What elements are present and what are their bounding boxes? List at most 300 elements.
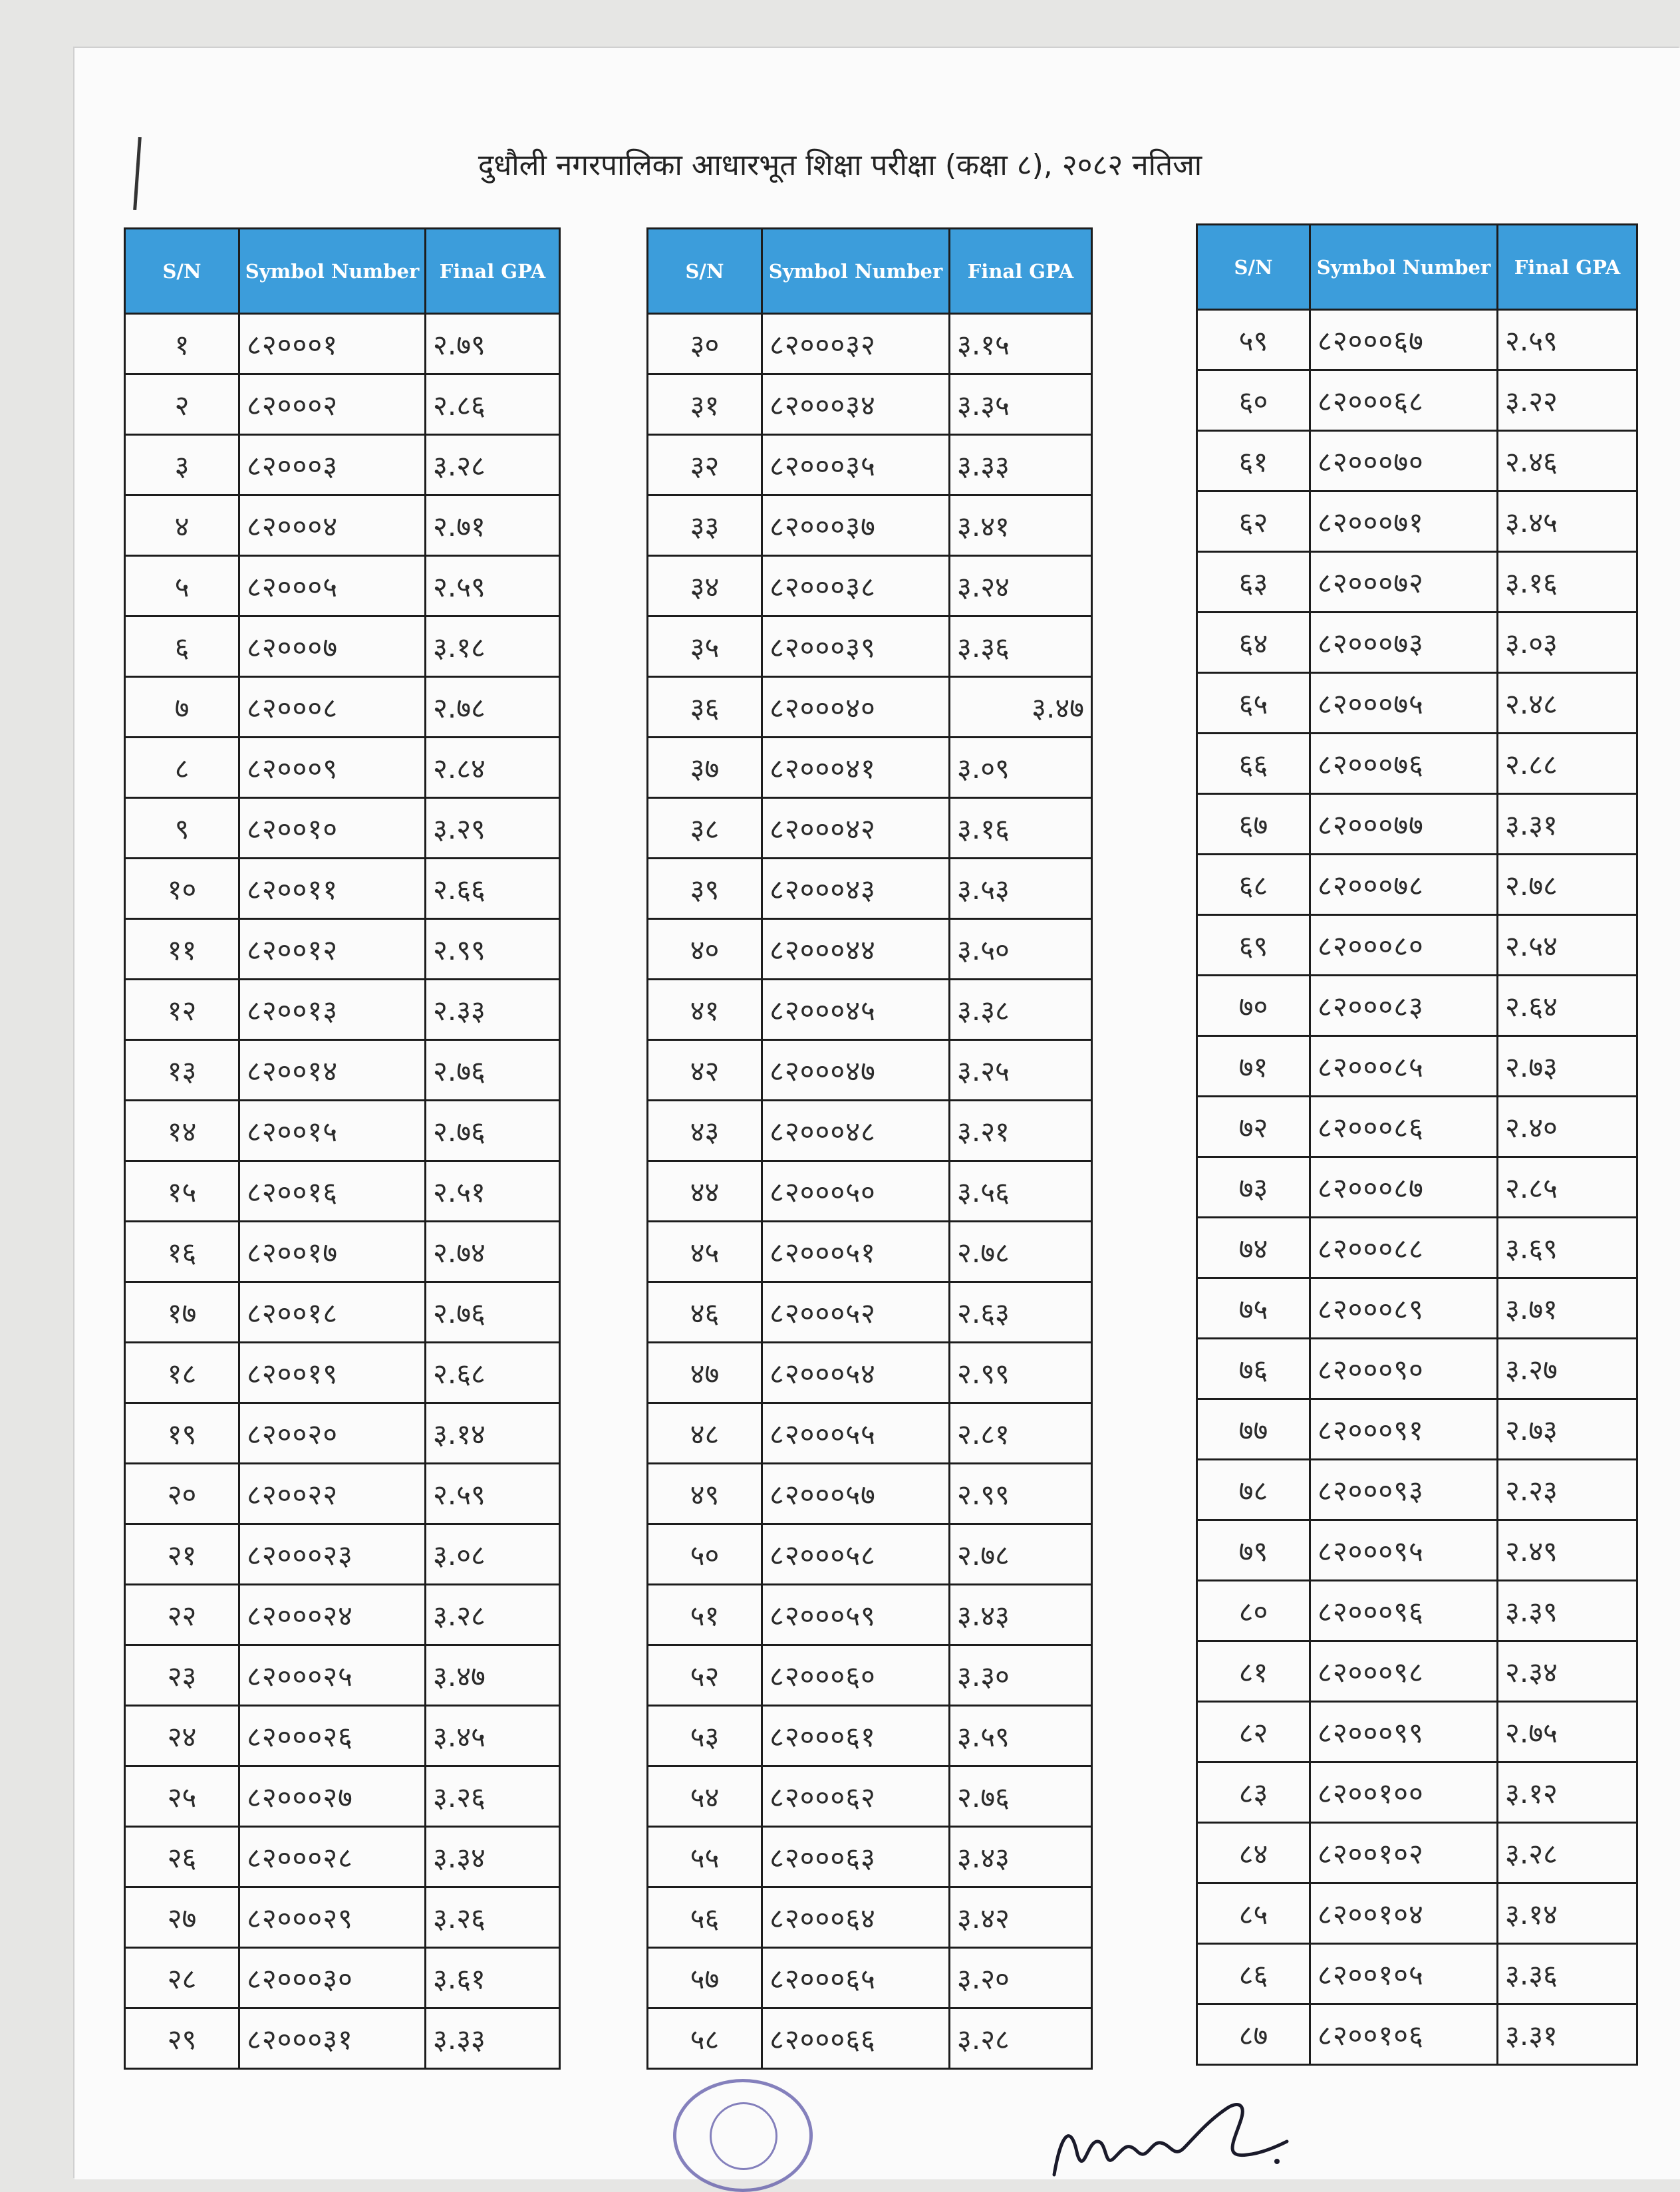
symbol-number-cell: ८२०००६७ [1310, 310, 1498, 370]
seal-emblem-icon [710, 2102, 777, 2170]
table-row [125, 1343, 560, 1403]
final-gpa-cell: ३.३६ [1498, 1944, 1637, 2004]
table-row [648, 1282, 1092, 1343]
symbol-number-cell: ८२०००२५ [239, 1645, 426, 1706]
serial-number-cell: २८ [125, 1948, 239, 2008]
table-row [648, 2008, 1092, 2069]
symbol-number-cell: ८२०००२९ [239, 1887, 426, 1948]
serial-number-cell: ५३ [648, 1706, 762, 1766]
table-row [125, 1161, 560, 1222]
table-row [1197, 1883, 1637, 1944]
serial-number-cell: ३२ [648, 435, 762, 495]
symbol-number-cell: ८२००१८ [239, 1282, 426, 1343]
symbol-number-cell: ८२०००६१ [762, 1706, 950, 1766]
table-row [125, 556, 560, 616]
table-row [648, 314, 1092, 374]
final-gpa-cell: २.७८ [950, 1222, 1092, 1282]
serial-number-cell: २२ [125, 1585, 239, 1645]
final-gpa-cell: ३.३० [950, 1645, 1092, 1706]
symbol-number-cell: ८२००१०६ [1310, 2004, 1498, 2065]
symbol-number-cell: ८२०००८७ [1310, 1157, 1498, 1218]
final-gpa-cell: ३.३८ [950, 980, 1092, 1040]
symbol-number-cell: ८२०००७० [1310, 431, 1498, 491]
serial-number-cell: ४८ [648, 1403, 762, 1464]
final-gpa-cell: ३.५६ [950, 1161, 1092, 1222]
serial-number-cell: ८६ [1197, 1944, 1310, 2004]
symbol-number-cell: ८२०००९३ [1310, 1460, 1498, 1520]
table-row [648, 435, 1092, 495]
symbol-number-cell: ८२०००९६ [1310, 1581, 1498, 1641]
final-gpa-cell: ३.२७ [1498, 1339, 1637, 1399]
table-row [1197, 370, 1637, 431]
final-gpa-cell: ३.२४ [950, 556, 1092, 616]
symbol-number-cell: ८२०००८८ [1310, 1218, 1498, 1278]
serial-number-cell: ५८ [648, 2008, 762, 2069]
serial-number-cell: ६० [1197, 370, 1310, 431]
serial-number-cell: २९ [125, 2008, 239, 2069]
symbol-number-cell: ८२०००९० [1310, 1339, 1498, 1399]
symbol-number-cell: ८२०००२ [239, 374, 426, 435]
symbol-number-cell: ८२०००५९ [762, 1585, 950, 1645]
symbol-number-cell: ८२०००२७ [239, 1766, 426, 1827]
final-gpa-cell: २.४६ [1498, 431, 1637, 491]
serial-number-cell: ६९ [1197, 915, 1310, 976]
table-row [648, 1343, 1092, 1403]
final-gpa-cell: ३.१४ [1498, 1883, 1637, 1944]
symbol-number-cell: ८२०००४५ [762, 980, 950, 1040]
serial-number-cell: २१ [125, 1524, 239, 1585]
symbol-number-cell: ८२००१० [239, 798, 426, 859]
table-row [125, 1887, 560, 1948]
final-gpa-cell: २.७६ [426, 1101, 560, 1161]
table-row [648, 798, 1092, 859]
final-gpa-cell: २.८६ [426, 374, 560, 435]
symbol-number-cell: ८२०००१ [239, 314, 426, 374]
table-row [125, 1101, 560, 1161]
table-row [125, 1524, 560, 1585]
header-final-gpa: Final GPA [1498, 225, 1637, 310]
symbol-number-cell: ८२०००५२ [762, 1282, 950, 1343]
serial-number-cell: ६१ [1197, 431, 1310, 491]
final-gpa-cell: ३.३३ [426, 2008, 560, 2069]
results-table-2 [646, 227, 1093, 2070]
table-row [1197, 2004, 1637, 2065]
table-row [648, 1161, 1092, 1222]
table-row [648, 1887, 1092, 1948]
final-gpa-cell: २.७८ [1498, 855, 1637, 915]
final-gpa-cell: २.७६ [426, 1282, 560, 1343]
final-gpa-cell: ३.४७ [426, 1645, 560, 1706]
serial-number-cell: ४२ [648, 1040, 762, 1101]
symbol-number-cell: ८२०००३७ [762, 495, 950, 556]
symbol-number-cell: ८२००१३ [239, 980, 426, 1040]
final-gpa-cell: ३.१५ [950, 314, 1092, 374]
final-gpa-cell: २.७१ [426, 495, 560, 556]
serial-number-cell: ५१ [648, 1585, 762, 1645]
final-gpa-cell: ३.४५ [426, 1706, 560, 1766]
serial-number-cell: ५४ [648, 1766, 762, 1827]
symbol-number-cell: ८२००१०२ [1310, 1823, 1498, 1883]
serial-number-cell: २६ [125, 1827, 239, 1887]
table-row [648, 556, 1092, 616]
symbol-number-cell: ८२००१४ [239, 1040, 426, 1101]
header-sn: S/N [1197, 225, 1310, 310]
table-row [648, 738, 1092, 798]
serial-number-cell: २५ [125, 1766, 239, 1827]
final-gpa-cell: ३.६९ [1498, 1218, 1637, 1278]
table-header-row [648, 229, 1092, 314]
table-header-row [1197, 225, 1637, 310]
serial-number-cell: ८७ [1197, 2004, 1310, 2065]
serial-number-cell: १८ [125, 1343, 239, 1403]
symbol-number-cell: ८२००२२ [239, 1464, 426, 1524]
table-row [648, 616, 1092, 677]
symbol-number-cell: ८२०००४७ [762, 1040, 950, 1101]
serial-number-cell: ५५ [648, 1827, 762, 1887]
symbol-number-cell: ८२०००४४ [762, 919, 950, 980]
serial-number-cell: ७४ [1197, 1218, 1310, 1278]
symbol-number-cell: ८२०००६० [762, 1645, 950, 1706]
serial-number-cell: १० [125, 859, 239, 919]
serial-number-cell: ५० [648, 1524, 762, 1585]
serial-number-cell: ३ [125, 435, 239, 495]
serial-number-cell: ६ [125, 616, 239, 677]
serial-number-cell: ६८ [1197, 855, 1310, 915]
symbol-number-cell: ८२०००२६ [239, 1706, 426, 1766]
table-row [1197, 734, 1637, 794]
final-gpa-cell: २.७४ [426, 1222, 560, 1282]
final-gpa-cell: २.५४ [1498, 915, 1637, 976]
table-row [125, 798, 560, 859]
final-gpa-cell: २.७३ [1498, 1399, 1637, 1460]
final-gpa-cell: ३.७१ [1498, 1278, 1637, 1339]
final-gpa-cell: २.६३ [950, 1282, 1092, 1343]
symbol-number-cell: ८२००१०४ [1310, 1883, 1498, 1944]
symbol-number-cell: ८२००२० [239, 1403, 426, 1464]
table-row [1197, 1036, 1637, 1097]
symbol-number-cell: ८२०००७३ [1310, 613, 1498, 673]
serial-number-cell: ३९ [648, 859, 762, 919]
header-sn: S/N [125, 229, 239, 314]
final-gpa-cell: २.२३ [1498, 1460, 1637, 1520]
table-row [1197, 1581, 1637, 1641]
table-row [1197, 613, 1637, 673]
serial-number-cell: ३७ [648, 738, 762, 798]
serial-number-cell: ७१ [1197, 1036, 1310, 1097]
final-gpa-cell: २.५९ [426, 556, 560, 616]
final-gpa-cell: ३.२० [950, 1948, 1092, 2008]
serial-number-cell: ५२ [648, 1645, 762, 1706]
final-gpa-cell: ३.१६ [1498, 552, 1637, 613]
table-row [648, 980, 1092, 1040]
final-gpa-cell: ३.२५ [950, 1040, 1092, 1101]
symbol-number-cell: ८२०००२४ [239, 1585, 426, 1645]
final-gpa-cell: ३.४७ [950, 677, 1092, 738]
serial-number-cell: ४३ [648, 1101, 762, 1161]
serial-number-cell: ६२ [1197, 491, 1310, 552]
serial-number-cell: ७० [1197, 976, 1310, 1036]
table-row [648, 1464, 1092, 1524]
final-gpa-cell: ३.५९ [950, 1706, 1092, 1766]
table-row [1197, 673, 1637, 734]
symbol-number-cell: ८२०००८६ [1310, 1097, 1498, 1157]
serial-number-cell: १५ [125, 1161, 239, 1222]
serial-number-cell: ६४ [1197, 613, 1310, 673]
final-gpa-cell: २.७६ [950, 1766, 1092, 1827]
final-gpa-cell: २.८५ [1498, 1157, 1637, 1218]
table-row [1197, 491, 1637, 552]
final-gpa-cell: ३.२६ [426, 1887, 560, 1948]
final-gpa-cell: ३.२८ [426, 435, 560, 495]
symbol-number-cell: ८२०००५ [239, 556, 426, 616]
final-gpa-cell: २.९९ [426, 919, 560, 980]
serial-number-cell: ७२ [1197, 1097, 1310, 1157]
table-row [125, 859, 560, 919]
symbol-number-cell: ८२०००५५ [762, 1403, 950, 1464]
final-gpa-cell: २.६६ [426, 859, 560, 919]
serial-number-cell: ४५ [648, 1222, 762, 1282]
table-row [125, 1827, 560, 1887]
symbol-number-cell: ८२०००८ [239, 677, 426, 738]
symbol-number-cell: ८२००१२ [239, 919, 426, 980]
serial-number-cell: ५६ [648, 1887, 762, 1948]
symbol-number-cell: ८२०००३५ [762, 435, 950, 495]
table-row [125, 374, 560, 435]
final-gpa-cell: २.८४ [426, 738, 560, 798]
final-gpa-cell: २.७९ [426, 314, 560, 374]
serial-number-cell: ११ [125, 919, 239, 980]
table-row [1197, 1278, 1637, 1339]
symbol-number-cell: ८२०००८० [1310, 915, 1498, 976]
symbol-number-cell: ८२०००७ [239, 616, 426, 677]
symbol-number-cell: ८२०००९१ [1310, 1399, 1498, 1460]
table-header-row [125, 229, 560, 314]
symbol-number-cell: ८२०००९८ [1310, 1641, 1498, 1702]
serial-number-cell: १४ [125, 1101, 239, 1161]
serial-number-cell: ७६ [1197, 1339, 1310, 1399]
symbol-number-cell: ८२०००२८ [239, 1827, 426, 1887]
serial-number-cell: १६ [125, 1222, 239, 1282]
symbol-number-cell: ८२०००७५ [1310, 673, 1498, 734]
symbol-number-cell: ८२००१७ [239, 1222, 426, 1282]
handwritten-signature [1048, 2095, 1300, 2179]
serial-number-cell: ४४ [648, 1161, 762, 1222]
symbol-number-cell: ८२०००६४ [762, 1887, 950, 1948]
serial-number-cell: ७८ [1197, 1460, 1310, 1520]
serial-number-cell: २३ [125, 1645, 239, 1706]
table-row [1197, 1762, 1637, 1823]
symbol-number-cell: ८२०००५१ [762, 1222, 950, 1282]
final-gpa-cell: ३.१४ [426, 1403, 560, 1464]
table-row [1197, 794, 1637, 855]
table-row [648, 495, 1092, 556]
symbol-number-cell: ८२०००५७ [762, 1464, 950, 1524]
serial-number-cell: १३ [125, 1040, 239, 1101]
serial-number-cell: ५७ [648, 1948, 762, 2008]
serial-number-cell: ३८ [648, 798, 762, 859]
table-row [648, 1524, 1092, 1585]
table-row [1197, 1520, 1637, 1581]
symbol-number-cell: ८२०००६५ [762, 1948, 950, 2008]
header-symbol-number: Symbol Number [239, 229, 426, 314]
serial-number-cell: ९ [125, 798, 239, 859]
symbol-number-cell: ८२०००४ [239, 495, 426, 556]
table-row [648, 919, 1092, 980]
symbol-number-cell: ८२००१५ [239, 1101, 426, 1161]
serial-number-cell: ७५ [1197, 1278, 1310, 1339]
table-row [125, 1040, 560, 1101]
symbol-number-cell: ८२०००९९ [1310, 1702, 1498, 1762]
table-row [1197, 431, 1637, 491]
final-gpa-cell: २.६४ [1498, 976, 1637, 1036]
final-gpa-cell: ३.३३ [950, 435, 1092, 495]
final-gpa-cell: ३.१८ [426, 616, 560, 677]
symbol-number-cell: ८२०००३१ [239, 2008, 426, 2069]
final-gpa-cell: ३.६१ [426, 1948, 560, 2008]
final-gpa-cell: २.५९ [426, 1464, 560, 1524]
serial-number-cell: १ [125, 314, 239, 374]
table-row [1197, 855, 1637, 915]
symbol-number-cell: ८२०००६२ [762, 1766, 950, 1827]
table-row [648, 1101, 1092, 1161]
table-row [125, 1948, 560, 2008]
table-row [125, 1222, 560, 1282]
serial-number-cell: ४९ [648, 1464, 762, 1524]
final-gpa-cell: २.६८ [426, 1343, 560, 1403]
serial-number-cell: १२ [125, 980, 239, 1040]
serial-number-cell: ३० [648, 314, 762, 374]
final-gpa-cell: ३.२६ [426, 1766, 560, 1827]
table-row [1197, 310, 1637, 370]
final-gpa-cell: ३.५३ [950, 859, 1092, 919]
final-gpa-cell: २.५९ [1498, 310, 1637, 370]
table-row [1197, 1218, 1637, 1278]
final-gpa-cell: ३.१६ [950, 798, 1092, 859]
table-row [125, 980, 560, 1040]
serial-number-cell: ८ [125, 738, 239, 798]
symbol-number-cell: ८२०००३८ [762, 556, 950, 616]
serial-number-cell: ४० [648, 919, 762, 980]
final-gpa-cell: ३.३९ [1498, 1581, 1637, 1641]
final-gpa-cell: ३.३१ [1498, 2004, 1637, 2065]
symbol-number-cell: ८२००१०० [1310, 1762, 1498, 1823]
table-row [1197, 1399, 1637, 1460]
symbol-number-cell: ८२०००८५ [1310, 1036, 1498, 1097]
symbol-number-cell: ८२०००५० [762, 1161, 950, 1222]
symbol-number-cell: ८२०००३२ [762, 314, 950, 374]
table-row [648, 1948, 1092, 2008]
serial-number-cell: ६३ [1197, 552, 1310, 613]
table-row [1197, 1157, 1637, 1218]
final-gpa-cell: २.४० [1498, 1097, 1637, 1157]
table-row [648, 1040, 1092, 1101]
symbol-number-cell: ८२००११ [239, 859, 426, 919]
table-row [125, 1403, 560, 1464]
final-gpa-cell: २.३४ [1498, 1641, 1637, 1702]
symbol-number-cell: ८२०००४३ [762, 859, 950, 919]
final-gpa-cell: ३.४५ [1498, 491, 1637, 552]
final-gpa-cell: २.३३ [426, 980, 560, 1040]
header-final-gpa: Final GPA [426, 229, 560, 314]
final-gpa-cell: २.७३ [1498, 1036, 1637, 1097]
serial-number-cell: २४ [125, 1706, 239, 1766]
serial-number-cell: ७ [125, 677, 239, 738]
final-gpa-cell: २.८१ [950, 1403, 1092, 1464]
final-gpa-cell: २.९९ [950, 1343, 1092, 1403]
serial-number-cell: ६७ [1197, 794, 1310, 855]
serial-number-cell: ३५ [648, 616, 762, 677]
serial-number-cell: ८५ [1197, 1883, 1310, 1944]
serial-number-cell: ८३ [1197, 1762, 1310, 1823]
table-row [1197, 1339, 1637, 1399]
symbol-number-cell: ८२००१६ [239, 1161, 426, 1222]
symbol-number-cell: ८२०००८३ [1310, 976, 1498, 1036]
serial-number-cell: ८४ [1197, 1823, 1310, 1883]
table-row [648, 1222, 1092, 1282]
table-row [1197, 1944, 1637, 2004]
final-gpa-cell: २.७८ [426, 677, 560, 738]
results-table-1 [124, 227, 561, 2070]
table-row [648, 1645, 1092, 1706]
header-symbol-number: Symbol Number [1310, 225, 1498, 310]
table-row [1197, 552, 1637, 613]
final-gpa-cell: ३.३१ [1498, 794, 1637, 855]
symbol-number-cell: ८२०००९५ [1310, 1520, 1498, 1581]
serial-number-cell: ४७ [648, 1343, 762, 1403]
final-gpa-cell: २.४९ [1498, 1520, 1637, 1581]
table-row [125, 616, 560, 677]
symbol-number-cell: ८२०००६६ [762, 2008, 950, 2069]
final-gpa-cell: २.७८ [950, 1524, 1092, 1585]
symbol-number-cell: ८२०००४८ [762, 1101, 950, 1161]
serial-number-cell: ३३ [648, 495, 762, 556]
symbol-number-cell: ८२०००६८ [1310, 370, 1498, 431]
final-gpa-cell: ३.२८ [950, 2008, 1092, 2069]
header-symbol-number: Symbol Number [762, 229, 950, 314]
table-row [125, 1585, 560, 1645]
symbol-number-cell: ८२०००३ [239, 435, 426, 495]
table-row [125, 1766, 560, 1827]
final-gpa-cell: ३.१२ [1498, 1762, 1637, 1823]
serial-number-cell: ८१ [1197, 1641, 1310, 1702]
table-row [1197, 1097, 1637, 1157]
document-title: दुधौली नगरपालिका आधारभूत शिक्षा परीक्षा (कक्षा ८), २०८२ नतिजा [478, 148, 1202, 182]
table-row [125, 1282, 560, 1343]
symbol-number-cell: ८२०००७२ [1310, 552, 1498, 613]
final-gpa-cell: २.५१ [426, 1161, 560, 1222]
symbol-number-cell: ८२०००२३ [239, 1524, 426, 1585]
serial-number-cell: ५ [125, 556, 239, 616]
table-row [648, 374, 1092, 435]
serial-number-cell: ६५ [1197, 673, 1310, 734]
header-sn: S/N [648, 229, 762, 314]
serial-number-cell: ७७ [1197, 1399, 1310, 1460]
serial-number-cell: ४ [125, 495, 239, 556]
final-gpa-cell: ३.२८ [1498, 1823, 1637, 1883]
serial-number-cell: ४१ [648, 980, 762, 1040]
symbol-number-cell: ८२००१९ [239, 1343, 426, 1403]
symbol-number-cell: ८२०००८९ [1310, 1278, 1498, 1339]
symbol-number-cell: ८२०००९ [239, 738, 426, 798]
final-gpa-cell: २.४८ [1498, 673, 1637, 734]
table-row [1197, 976, 1637, 1036]
symbol-number-cell: ८२०००७६ [1310, 734, 1498, 794]
results-table-3 [1196, 223, 1638, 2066]
serial-number-cell: ३४ [648, 556, 762, 616]
final-gpa-cell: ३.३५ [950, 374, 1092, 435]
symbol-number-cell: ८२०००३० [239, 1948, 426, 2008]
serial-number-cell: १७ [125, 1282, 239, 1343]
